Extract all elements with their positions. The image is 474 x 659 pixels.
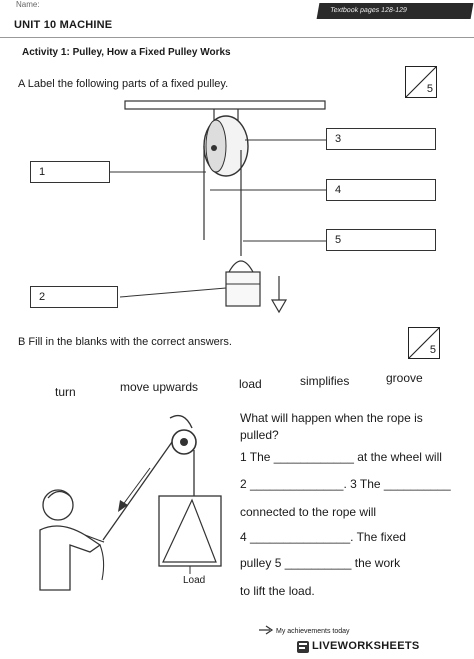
label-number-4: 4 [335, 184, 342, 196]
section-b-prefix: B [18, 336, 26, 348]
activity-title: Activity 1: Pulley, How a Fixed Pulley Works [22, 47, 231, 58]
pulley-axle-b [180, 438, 188, 446]
label-number-3: 3 [335, 133, 342, 145]
question-line-4: 2 ______________. 3 The __________ [240, 477, 451, 491]
achievement-star-icon [258, 624, 278, 636]
question-line-3: 1 The ____________ at the wheel will [240, 450, 442, 464]
person-body [40, 526, 100, 590]
word-bank-item: move upwards [120, 380, 199, 394]
load-box [159, 496, 221, 566]
achievements-text: My achievements today [276, 628, 350, 635]
name-label: Name: [16, 0, 40, 9]
section-b-instruction: Fill in the blanks with the correct answers. [28, 336, 232, 348]
section-a-prefix: A [18, 78, 25, 90]
load-label: Load [183, 575, 206, 586]
word-bank-item: simplifies [300, 374, 350, 388]
word-bank-item: turn [55, 385, 76, 399]
label-number-5: 5 [335, 234, 342, 246]
word-bank-item: load [239, 377, 262, 391]
question-line-2: pulled? [240, 428, 279, 442]
section-a-score: 5 [426, 83, 433, 95]
label-number-2: 2 [39, 291, 46, 303]
section-a-instruction: Label the following parts of a fixed pulley. [27, 78, 229, 90]
pull-direction-line [122, 468, 150, 506]
section-b-score: 5 [429, 344, 436, 356]
question-line-5: connected to the rope will [240, 505, 377, 519]
question-line-8: to lift the load. [240, 584, 315, 598]
question-line-7: pulley 5 __________ the work [240, 556, 401, 570]
textbook-pages-text: Textbook pages 128-129 [329, 7, 408, 14]
unit-title: UNIT 10 MACHINE [14, 19, 113, 31]
question-line-1: What will happen when the rope is [240, 411, 423, 425]
pull-direction-arrow-icon [118, 500, 128, 512]
label-number-1: 1 [39, 166, 46, 178]
liveworksheets-logo-icon [296, 640, 310, 654]
rope-tail [100, 545, 104, 580]
pulley-hook [170, 416, 192, 428]
liveworksheets-logo[interactable]: LIVEWORKSHEETS [312, 640, 420, 652]
word-bank-item: groove [386, 371, 423, 385]
question-line-6: 4 _______________. The fixed [240, 530, 406, 544]
